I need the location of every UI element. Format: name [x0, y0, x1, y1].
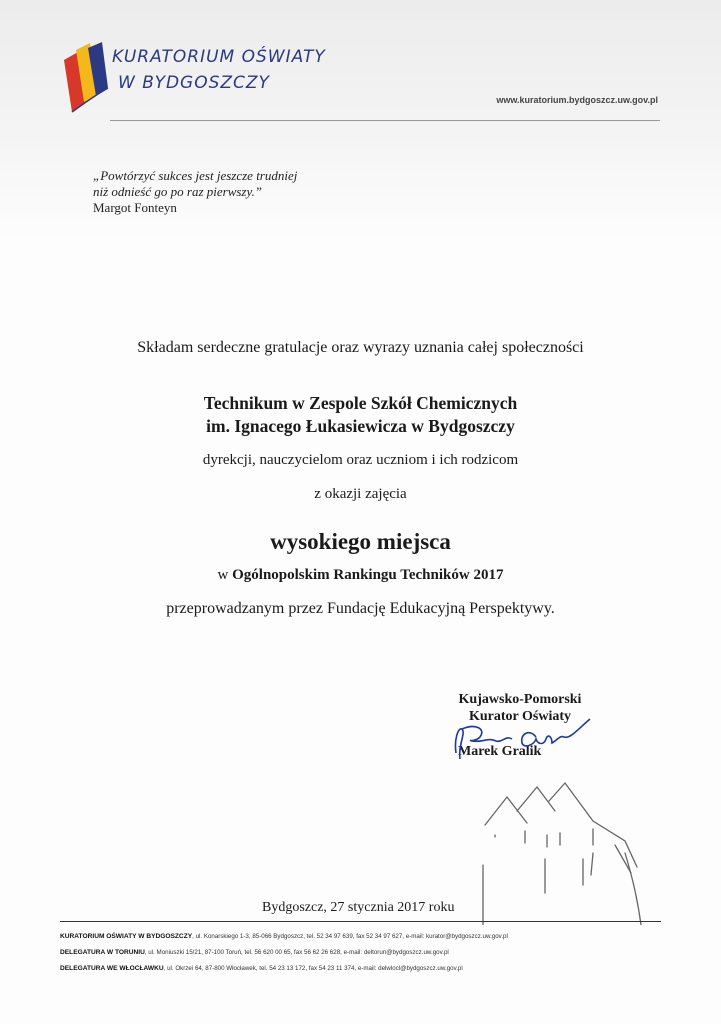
achievement-heading: wysokiego miejsca: [270, 529, 451, 554]
quote-line1: „Powtórzyć sukces jest jeszcze trudniej: [93, 168, 298, 183]
handwritten-signature: [452, 715, 602, 765]
logo-wordmark: [112, 44, 326, 96]
footer-name: DELEGATURA WE WŁOCŁAWKU: [60, 965, 164, 972]
motto-quote: [93, 168, 297, 216]
school-name-line2: im. Ignacego Łukasiewicza w Bydgoszczy: [206, 416, 515, 436]
footer-details: , ul. Moniuszki 15/21, 87-100 Toruń, tel. 56 620 00 65, fax 56 62 26 628, e-mail: deltorun@bydgoszcz.uw.gov.pl: [144, 949, 449, 956]
footer-name: DELEGATURA W TORUNIU: [60, 949, 145, 956]
recipients-text: dyrekcji, nauczycielom oraz uczniom i ich rodzicom: [202, 452, 519, 468]
ranking-prefix: w: [217, 567, 229, 583]
ranking-text: [0, 567, 721, 584]
footer-details: , ul. Okrzei 64, 87-800 Włocławek, tel. 54 23 13 172, fax 54 23 11 374, e-mail: delwlocl@bydgoszcz.uw.gov.pl: [163, 965, 463, 972]
footer-details: , ul. Konarskiego 1-3, 85-066 Bydgoszcz, tel. 52 34 97 639, fax 52 34 97 627, e-mail: kurator@bydgoszcz.uw.gov.pl: [192, 933, 508, 940]
footer-name: KURATORIUM OŚWIATY W BYDGOSZCZY: [60, 933, 193, 940]
footer-row-wloclawek: [60, 961, 670, 977]
signatory-name: Marek Gralik: [458, 744, 542, 759]
footer-divider: [60, 921, 661, 922]
logo-line2: W BYDGOSZCZY: [118, 73, 270, 93]
header-divider: [110, 120, 660, 121]
signatory-title2: Kurator Oświaty: [468, 709, 571, 724]
footer-row-torun: [60, 945, 670, 961]
school-building-sketch: [465, 775, 670, 925]
footer-contacts: [60, 929, 670, 977]
footer-row-bydgoszcz: [60, 929, 670, 945]
place-and-date: Bydgoszcz, 27 stycznia 2017 roku: [262, 900, 455, 915]
ranking-name: Ogólnopolskim Rankingu Techników 2017: [232, 567, 504, 583]
quote-author: Margot Fonteyn: [93, 200, 177, 215]
logo-line1: KURATORIUM OŚWIATY: [112, 47, 326, 67]
school-name-line1: Technikum w Zespole Szkół Chemicznych: [203, 393, 518, 413]
website-url: www.kuratorium.bydgoszcz.uw.gov.pl: [496, 95, 658, 105]
greeting-text: Składam serdeczne gratulacje oraz wyrazy uznania całej społeczności: [137, 339, 584, 356]
quote-line2: niż odnieść go po raz pierwszy.”: [93, 184, 263, 199]
signatory-title1: Kujawsko-Pomorski: [458, 692, 582, 707]
occasion-text: z okazji zajęcia: [314, 486, 407, 502]
organizer-text: przeprowadzanym przez Fundację Edukacyjną Perspektywy.: [166, 600, 555, 617]
